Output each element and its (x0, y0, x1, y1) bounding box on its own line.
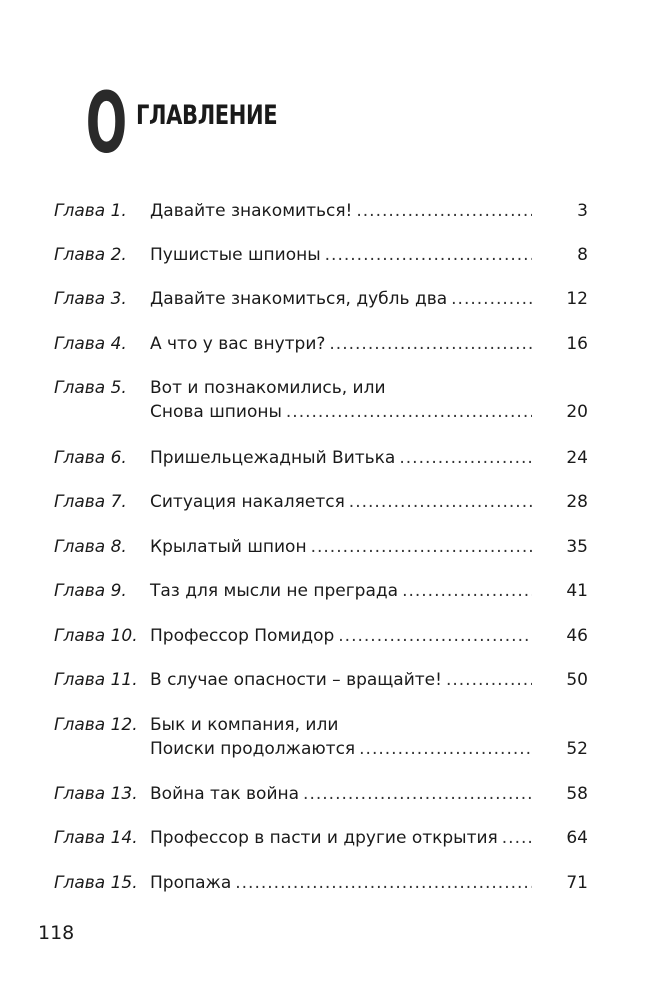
chapter-page: 16 (566, 334, 588, 354)
chapter-page: 3 (577, 201, 588, 221)
chapter-page: 41 (566, 581, 588, 601)
dot-leader (303, 782, 532, 806)
toc-entry[interactable] (54, 782, 588, 806)
toc-entry[interactable] (54, 535, 588, 559)
dot-leader (329, 332, 532, 356)
chapter-label: Глава 2. (54, 245, 127, 265)
dot-leader (349, 490, 532, 514)
chapter-title: Пришельцежадный Витька (150, 448, 396, 468)
dot-leader (399, 446, 532, 470)
chapter-page: 12 (566, 289, 588, 309)
chapter-label: Глава 15. (54, 873, 138, 893)
chapter-title: А что у вас внутри? (150, 334, 326, 354)
heading-text: ГЛАВЛЕНИЕ (136, 100, 278, 131)
chapter-label: Глава 3. (54, 289, 127, 309)
chapter-page: 46 (566, 626, 588, 646)
toc-entry[interactable] (54, 287, 588, 311)
chapter-title: Таз для мысли не преграда (150, 581, 399, 601)
toc-entry[interactable] (54, 446, 588, 470)
chapter-page: 52 (566, 739, 588, 759)
chapter-title: Профессор Помидор (150, 626, 335, 646)
chapter-label: Глава 6. (54, 448, 127, 468)
toc-entry[interactable] (54, 871, 588, 895)
chapter-label: Глава 9. (54, 581, 127, 601)
chapter-label: Глава 11. (54, 670, 138, 690)
chapter-title: Крылатый шпион (150, 537, 307, 557)
dot-leader (502, 826, 532, 850)
dot-leader (235, 871, 532, 895)
chapter-label: Глава 12. (54, 715, 138, 735)
toc-entry[interactable] (54, 579, 588, 603)
chapter-title-continued: Поиски продолжаются (150, 739, 356, 759)
chapter-title-continued: Снова шпионы (150, 402, 282, 422)
heading-initial-letter: О (85, 74, 128, 172)
chapter-page: 24 (566, 448, 588, 468)
chapter-title: Давайте знакомиться, дубль два (150, 289, 448, 309)
chapter-page: 28 (566, 492, 588, 512)
toc-entry[interactable] (54, 332, 588, 356)
chapter-page: 35 (566, 537, 588, 557)
dot-leader (311, 535, 532, 559)
chapter-title: Вот и познакомились, или (150, 378, 386, 398)
dot-leader (325, 243, 532, 267)
chapter-page: 50 (566, 670, 588, 690)
chapter-label: Глава 7. (54, 492, 127, 512)
page-number: 118 (38, 922, 75, 944)
dot-leader (402, 579, 532, 603)
chapter-label: Глава 13. (54, 784, 138, 804)
dot-leader (359, 737, 532, 761)
chapter-page: 8 (577, 245, 588, 265)
chapter-title: Война так война (150, 784, 300, 804)
chapter-page: 20 (566, 402, 588, 422)
dot-leader (356, 199, 532, 223)
toc-entry[interactable] (54, 376, 588, 424)
toc-entry[interactable] (54, 199, 588, 223)
chapter-label: Глава 1. (54, 201, 127, 221)
chapter-page: 58 (566, 784, 588, 804)
toc-entry[interactable] (54, 826, 588, 850)
chapter-title: Давайте знакомиться! (150, 201, 353, 221)
chapter-label: Глава 14. (54, 828, 138, 848)
toc-entry[interactable] (54, 713, 588, 761)
toc-entry[interactable] (54, 624, 588, 648)
toc-entry[interactable] (54, 243, 588, 267)
chapter-title: Профессор в пасти и другие открытия (150, 828, 498, 848)
chapter-title: Пушистые шпионы (150, 245, 321, 265)
chapter-title: В случае опасности – вращайте! (150, 670, 442, 690)
chapter-title: Ситуация накаляется (150, 492, 345, 512)
chapter-title: Бык и компания, или (150, 715, 339, 735)
dot-leader (446, 668, 532, 692)
dot-leader (451, 287, 532, 311)
chapter-label: Глава 8. (54, 537, 127, 557)
chapter-label: Глава 5. (54, 378, 127, 398)
dot-leader (338, 624, 532, 648)
chapter-page: 64 (566, 828, 588, 848)
chapter-title: Пропажа (150, 873, 232, 893)
toc-entry[interactable] (54, 668, 588, 692)
dot-leader (286, 400, 532, 424)
toc-entry[interactable] (54, 490, 588, 514)
chapter-page: 71 (566, 873, 588, 893)
chapter-label: Глава 4. (54, 334, 127, 354)
chapter-label: Глава 10. (54, 626, 138, 646)
